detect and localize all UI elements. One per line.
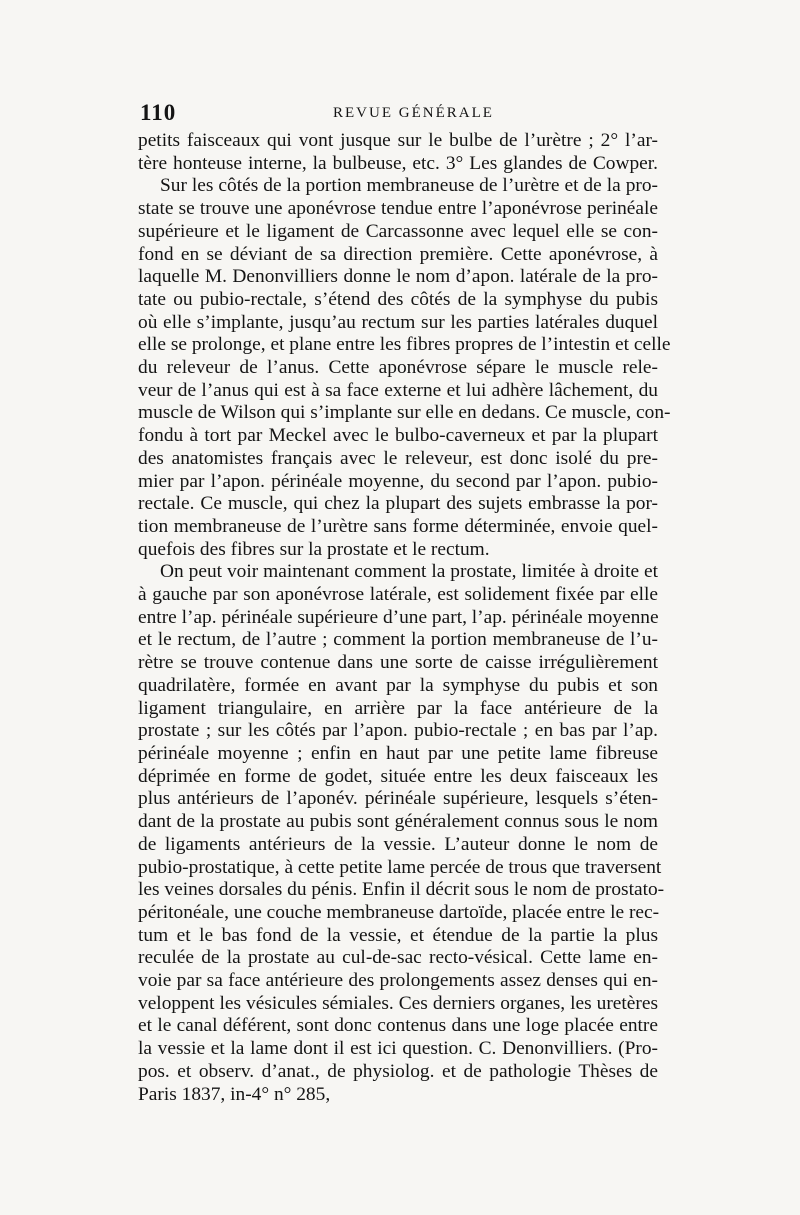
text-line: pos. et observ. d’anat., de physiolog. et de pathologie Thèses de: [138, 1060, 658, 1082]
text-line: veur de l’anus qui est à sa face externe et lui adhère lâchement, du: [138, 379, 658, 401]
text-line: dant de la prostate au pubis sont généralement connus sous le nom: [138, 811, 658, 833]
text-line: péritonéale, une couche membraneuse dartoïde, placée entre le rec-: [138, 901, 660, 923]
text-line: tion membraneuse de l’urètre sans forme déterminée, envoie quel-: [138, 515, 658, 537]
body-text: [138, 130, 671, 1106]
text-line: plus antérieurs de l’aponév. périnéale supérieure, lesquels s’éten-: [138, 788, 658, 810]
text-line: veloppent les vésicules sémiales. Ces derniers organes, les uretères: [138, 992, 658, 1014]
text-line: à gauche par son aponévrose latérale, est solidement fixée par elle: [138, 584, 658, 606]
text-line: tère honteuse interne, la bulbeuse, etc. 3° Les glandes de Cowper.: [138, 152, 658, 174]
text-line: Sur les côtés de la portion membraneuse de l’urètre et de la pro-: [160, 175, 658, 197]
text-line: Paris 1837, in-4° n° 285,: [138, 1083, 331, 1105]
text-line: fondu à tort par Meckel avec le bulbo-caverneux et par la plupart: [138, 425, 658, 447]
text-line: entre l’ap. périnéale supérieure d’une part, l’ap. périnéale moyenne: [138, 606, 659, 628]
text-line: ligament triangulaire, en arrière par la face antérieure de la: [138, 697, 658, 719]
text-line: quadrilatère, formée en avant par la symphyse du pubis et son: [138, 674, 658, 696]
text-line: et le canal déférent, sont donc contenus dans une loge placée entre: [138, 1015, 658, 1037]
text-line: les veines dorsales du pénis. Enfin il décrit sous le nom de prostato-: [138, 879, 665, 901]
text-line: où elle s’implante, jusqu’au rectum sur les parties latérales duquel: [138, 311, 658, 333]
page-header: [138, 100, 658, 130]
text-line: déprimée en forme de godet, située entre les deux faisceaux les: [138, 765, 658, 787]
text-line: de ligaments antérieurs de la vessie. L’auteur donne le nom de: [138, 833, 658, 855]
text-line: mier par l’apon. périnéale moyenne, du second par l’apon. pubio-: [138, 470, 658, 492]
text-line: state se trouve une aponévrose tendue entre l’aponévrose perinéale: [138, 198, 658, 220]
running-title: REVUE GÉNÉRALE: [333, 105, 494, 121]
text-line: On peut voir maintenant comment la prostate, limitée à droite et: [160, 561, 658, 583]
text-line: périnéale moyenne ; enfin en haut par une petite lame fibreuse: [138, 742, 658, 764]
text-line: la vessie et la lame dont il est ici question. C. Denonvilliers. (Pro-: [138, 1038, 658, 1060]
text-line: fond en se déviant de sa direction première. Cette aponévrose, à: [138, 243, 658, 265]
text-line: petits faisceaux qui vont jusque sur le bulbe de l’urètre ; 2° l’ar-: [138, 130, 658, 151]
text-line: supérieure et le ligament de Carcassonne avec lequel elle se con-: [138, 220, 658, 242]
text-line: tum et le bas fond de la vessie, et étendue de la partie la plus: [138, 924, 658, 946]
text-line: tate ou pubio-rectale, s’étend des côtés de la symphyse du pubis: [138, 288, 658, 310]
text-line: voie par sa face antérieure des prolongements assez denses qui en-: [138, 970, 658, 992]
text-line: et le rectum, de l’autre ; comment la portion membraneuse de l’u-: [138, 629, 658, 651]
text-line: reculée de la prostate au cul-de-sac recto-vésical. Cette lame en-: [138, 947, 658, 969]
text-line: rètre se trouve contenue dans une sorte de caisse irrégulièrement: [138, 652, 658, 674]
text-line: rectale. Ce muscle, qui chez la plupart des sujets embrasse la por-: [138, 493, 658, 515]
text-line: des anatomistes français avec le releveur, est donc isolé du pre-: [138, 447, 658, 469]
text-line: muscle de Wilson qui s’implante sur elle en dedans. Ce muscle, con-: [138, 402, 671, 424]
text-line: prostate ; sur les côtés par l’apon. pubio-rectale ; en bas par l’ap.: [138, 720, 658, 742]
text-line: quefois des fibres sur la prostate et le rectum.: [138, 538, 490, 560]
text-line: pubio-prostatique, à cette petite lame percée de trous que traversent: [138, 856, 662, 878]
text-line: laquelle M. Denonvilliers donne le nom d’apon. latérale de la pro-: [138, 266, 658, 288]
book-page: [138, 100, 671, 1106]
text-line: elle se prolonge, et plane entre les fibres propres de l’intestin et celle: [138, 334, 671, 356]
text-line: du releveur de l’anus. Cette aponévrose sépare le muscle rele-: [138, 357, 658, 379]
page-number: 110: [140, 100, 177, 125]
